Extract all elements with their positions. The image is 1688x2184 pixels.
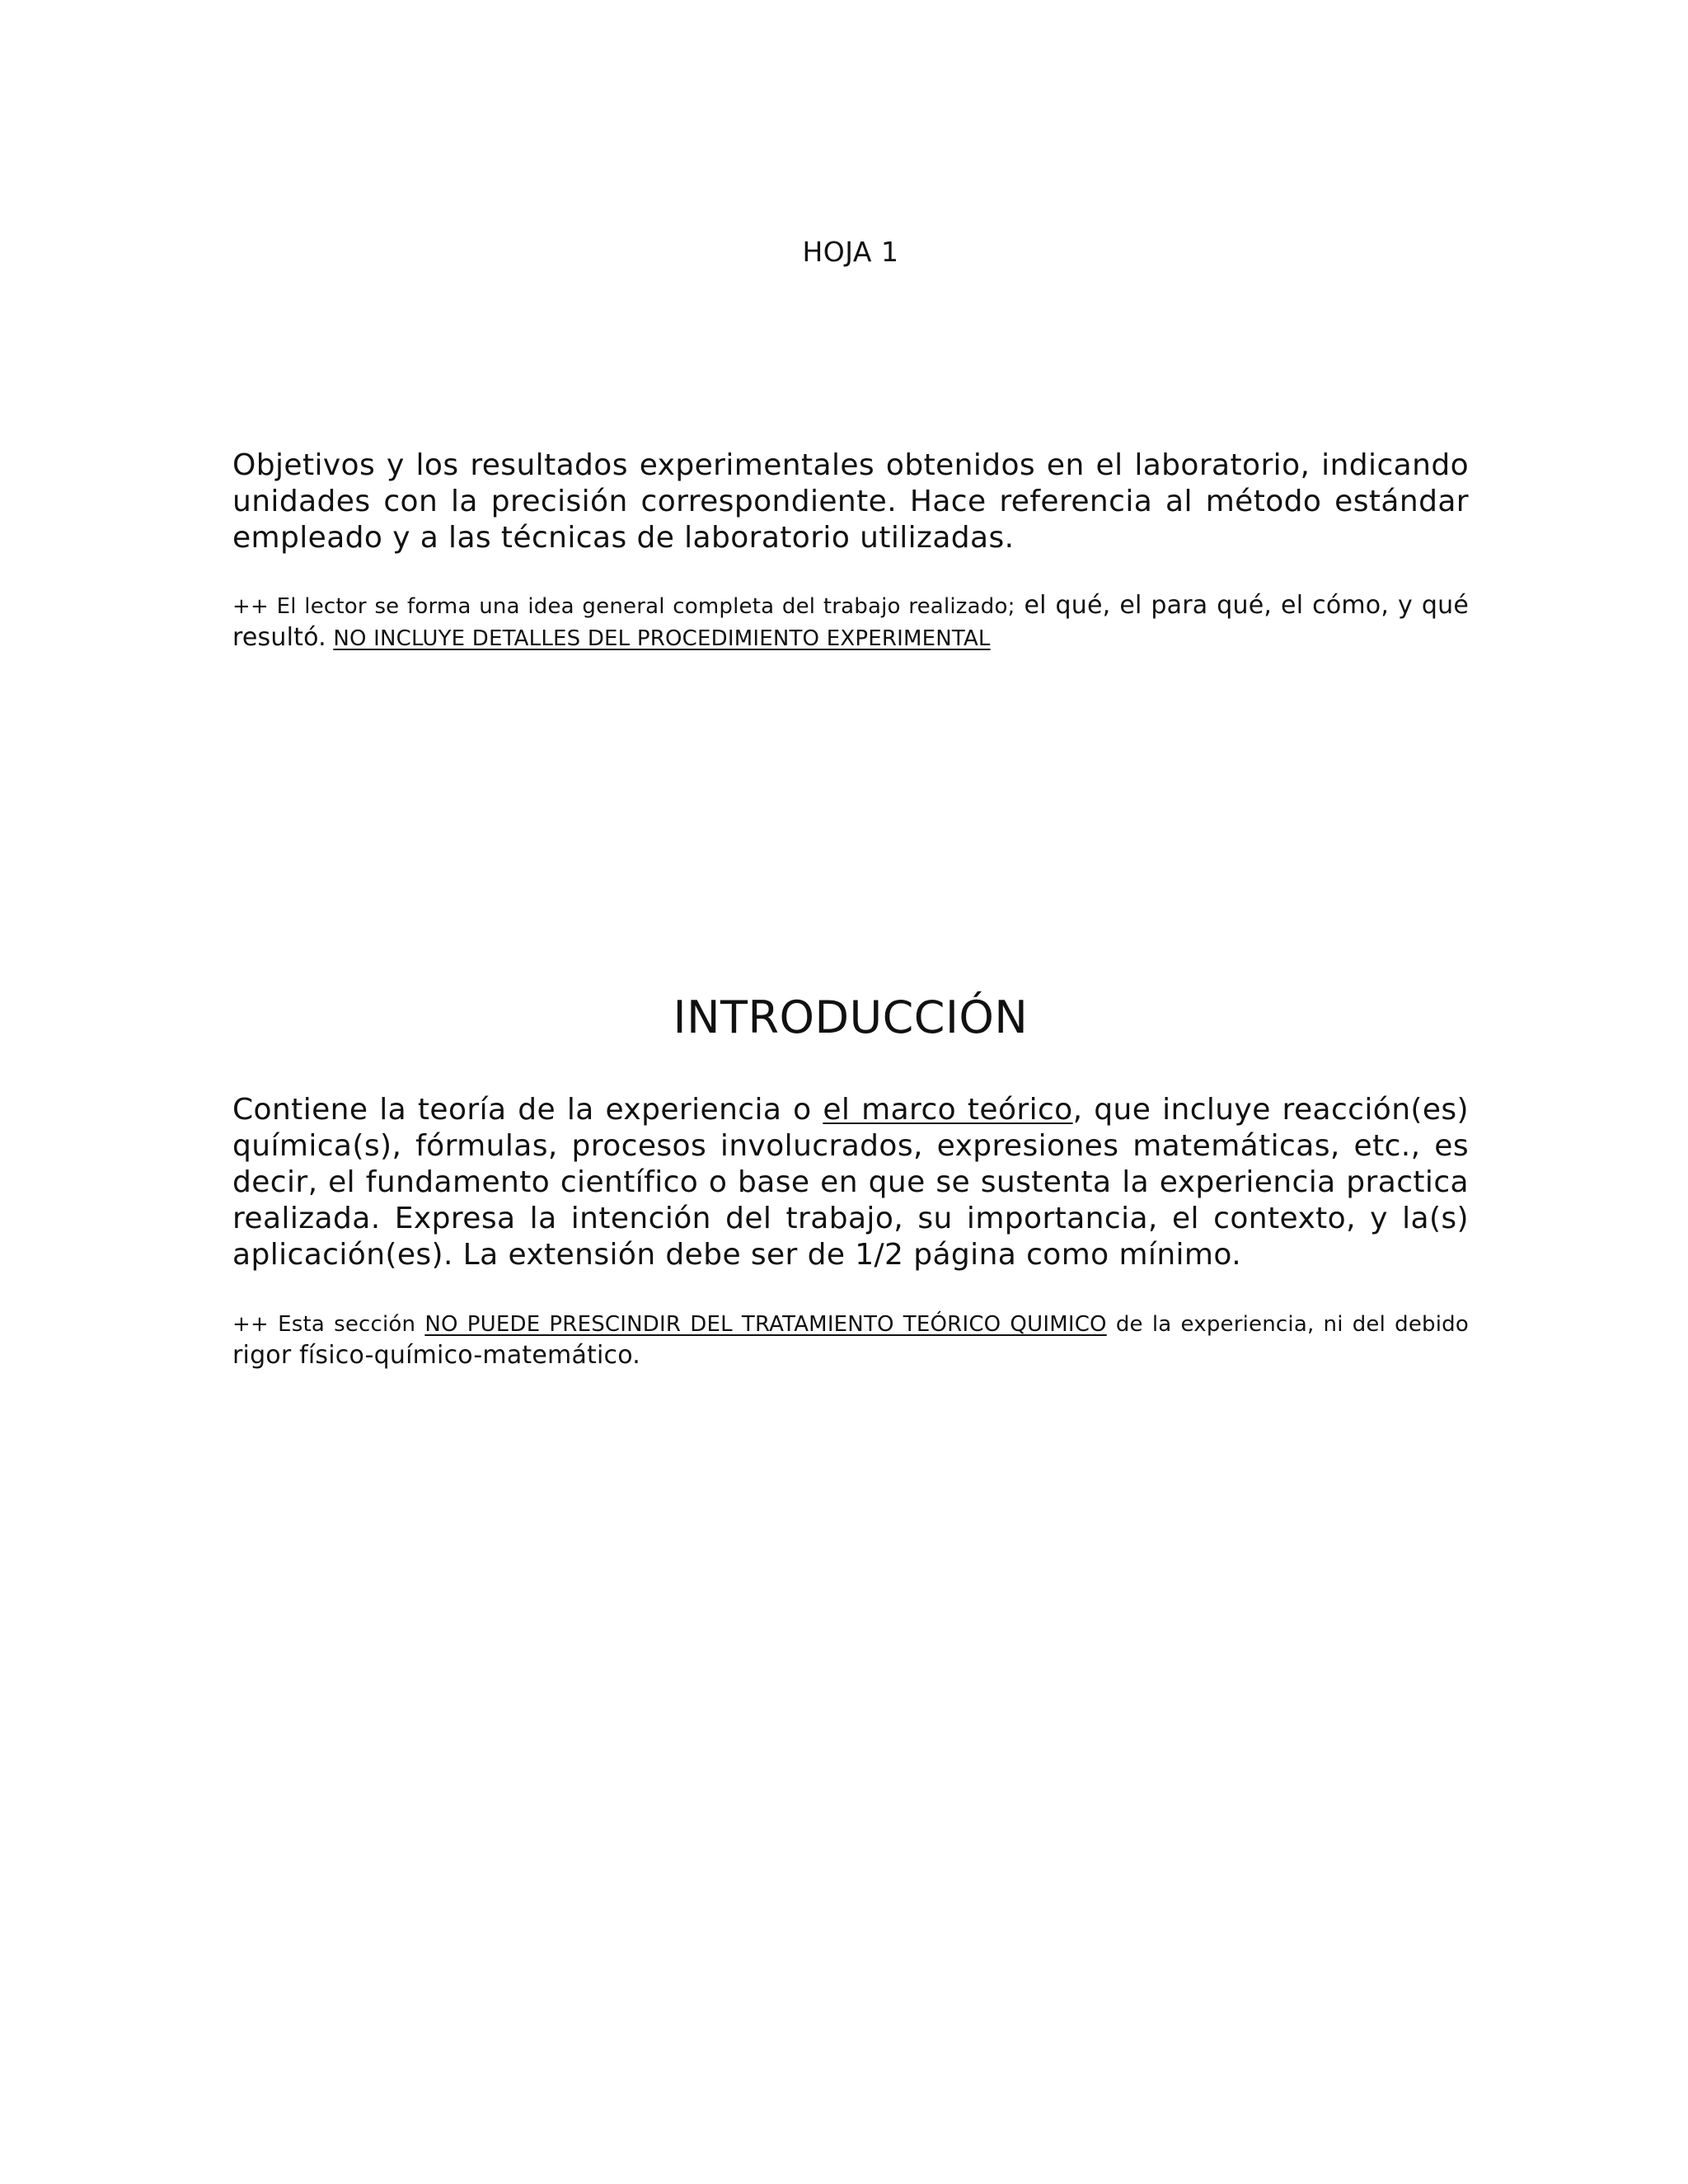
summary-note-prefix: ++ El lector se forma una idea general completa del trabajo realizado;: [232, 594, 1015, 619]
summary-paragraph: Objetivos y los resultados experimentales obtenidos en el laboratorio, indicando unidades con la precisión correspondiente. Hace referencia al método estándar empleado y a las técnicas de laboratorio utilizadas.: [232, 448, 1469, 555]
sheet-label: HOJA 1: [802, 236, 899, 268]
introduction-note-middle: de la experiencia, ni del debido: [1106, 1312, 1469, 1337]
summary-note-middle: el qué, el para qué, el cómo, y qué resultó.: [232, 591, 1469, 652]
introduction-note-end: rigor físico-químico-matemático.: [232, 1341, 640, 1370]
introduction-note: [232, 1308, 1469, 1372]
introduction-paragraph-start: Contiene la teoría de la experiencia o: [232, 1093, 823, 1127]
introduction-note-underlined: NO PUEDE PRESCINDIR DEL TRATAMIENTO TEÓRICO QUIMICO: [424, 1312, 1107, 1337]
summary-note-underlined: NO INCLUYE DETALLES DEL PROCEDIMIENTO EXPERIMENTAL: [333, 626, 991, 651]
summary-note: [232, 590, 1469, 654]
introduction-note-prefix: ++ Esta sección: [232, 1312, 425, 1337]
introduction-paragraph-underlined: el marco teórico: [823, 1093, 1073, 1127]
introduction-title: INTRODUCCIÓN: [673, 991, 1029, 1043]
introduction-paragraph-end: , que incluye reacción(es) química(s), fórmulas, procesos involucrados, expresiones matemáticas, etc., es decir, el fundamento científico o base en que se sustenta la experiencia practica realizada. Expresa la intención del trabajo, su importancia, el contexto, y la(s) aplicación(es). La extensión debe ser de 1/2 página como mínimo.: [232, 1093, 1469, 1272]
introduction-paragraph: [232, 1092, 1469, 1273]
